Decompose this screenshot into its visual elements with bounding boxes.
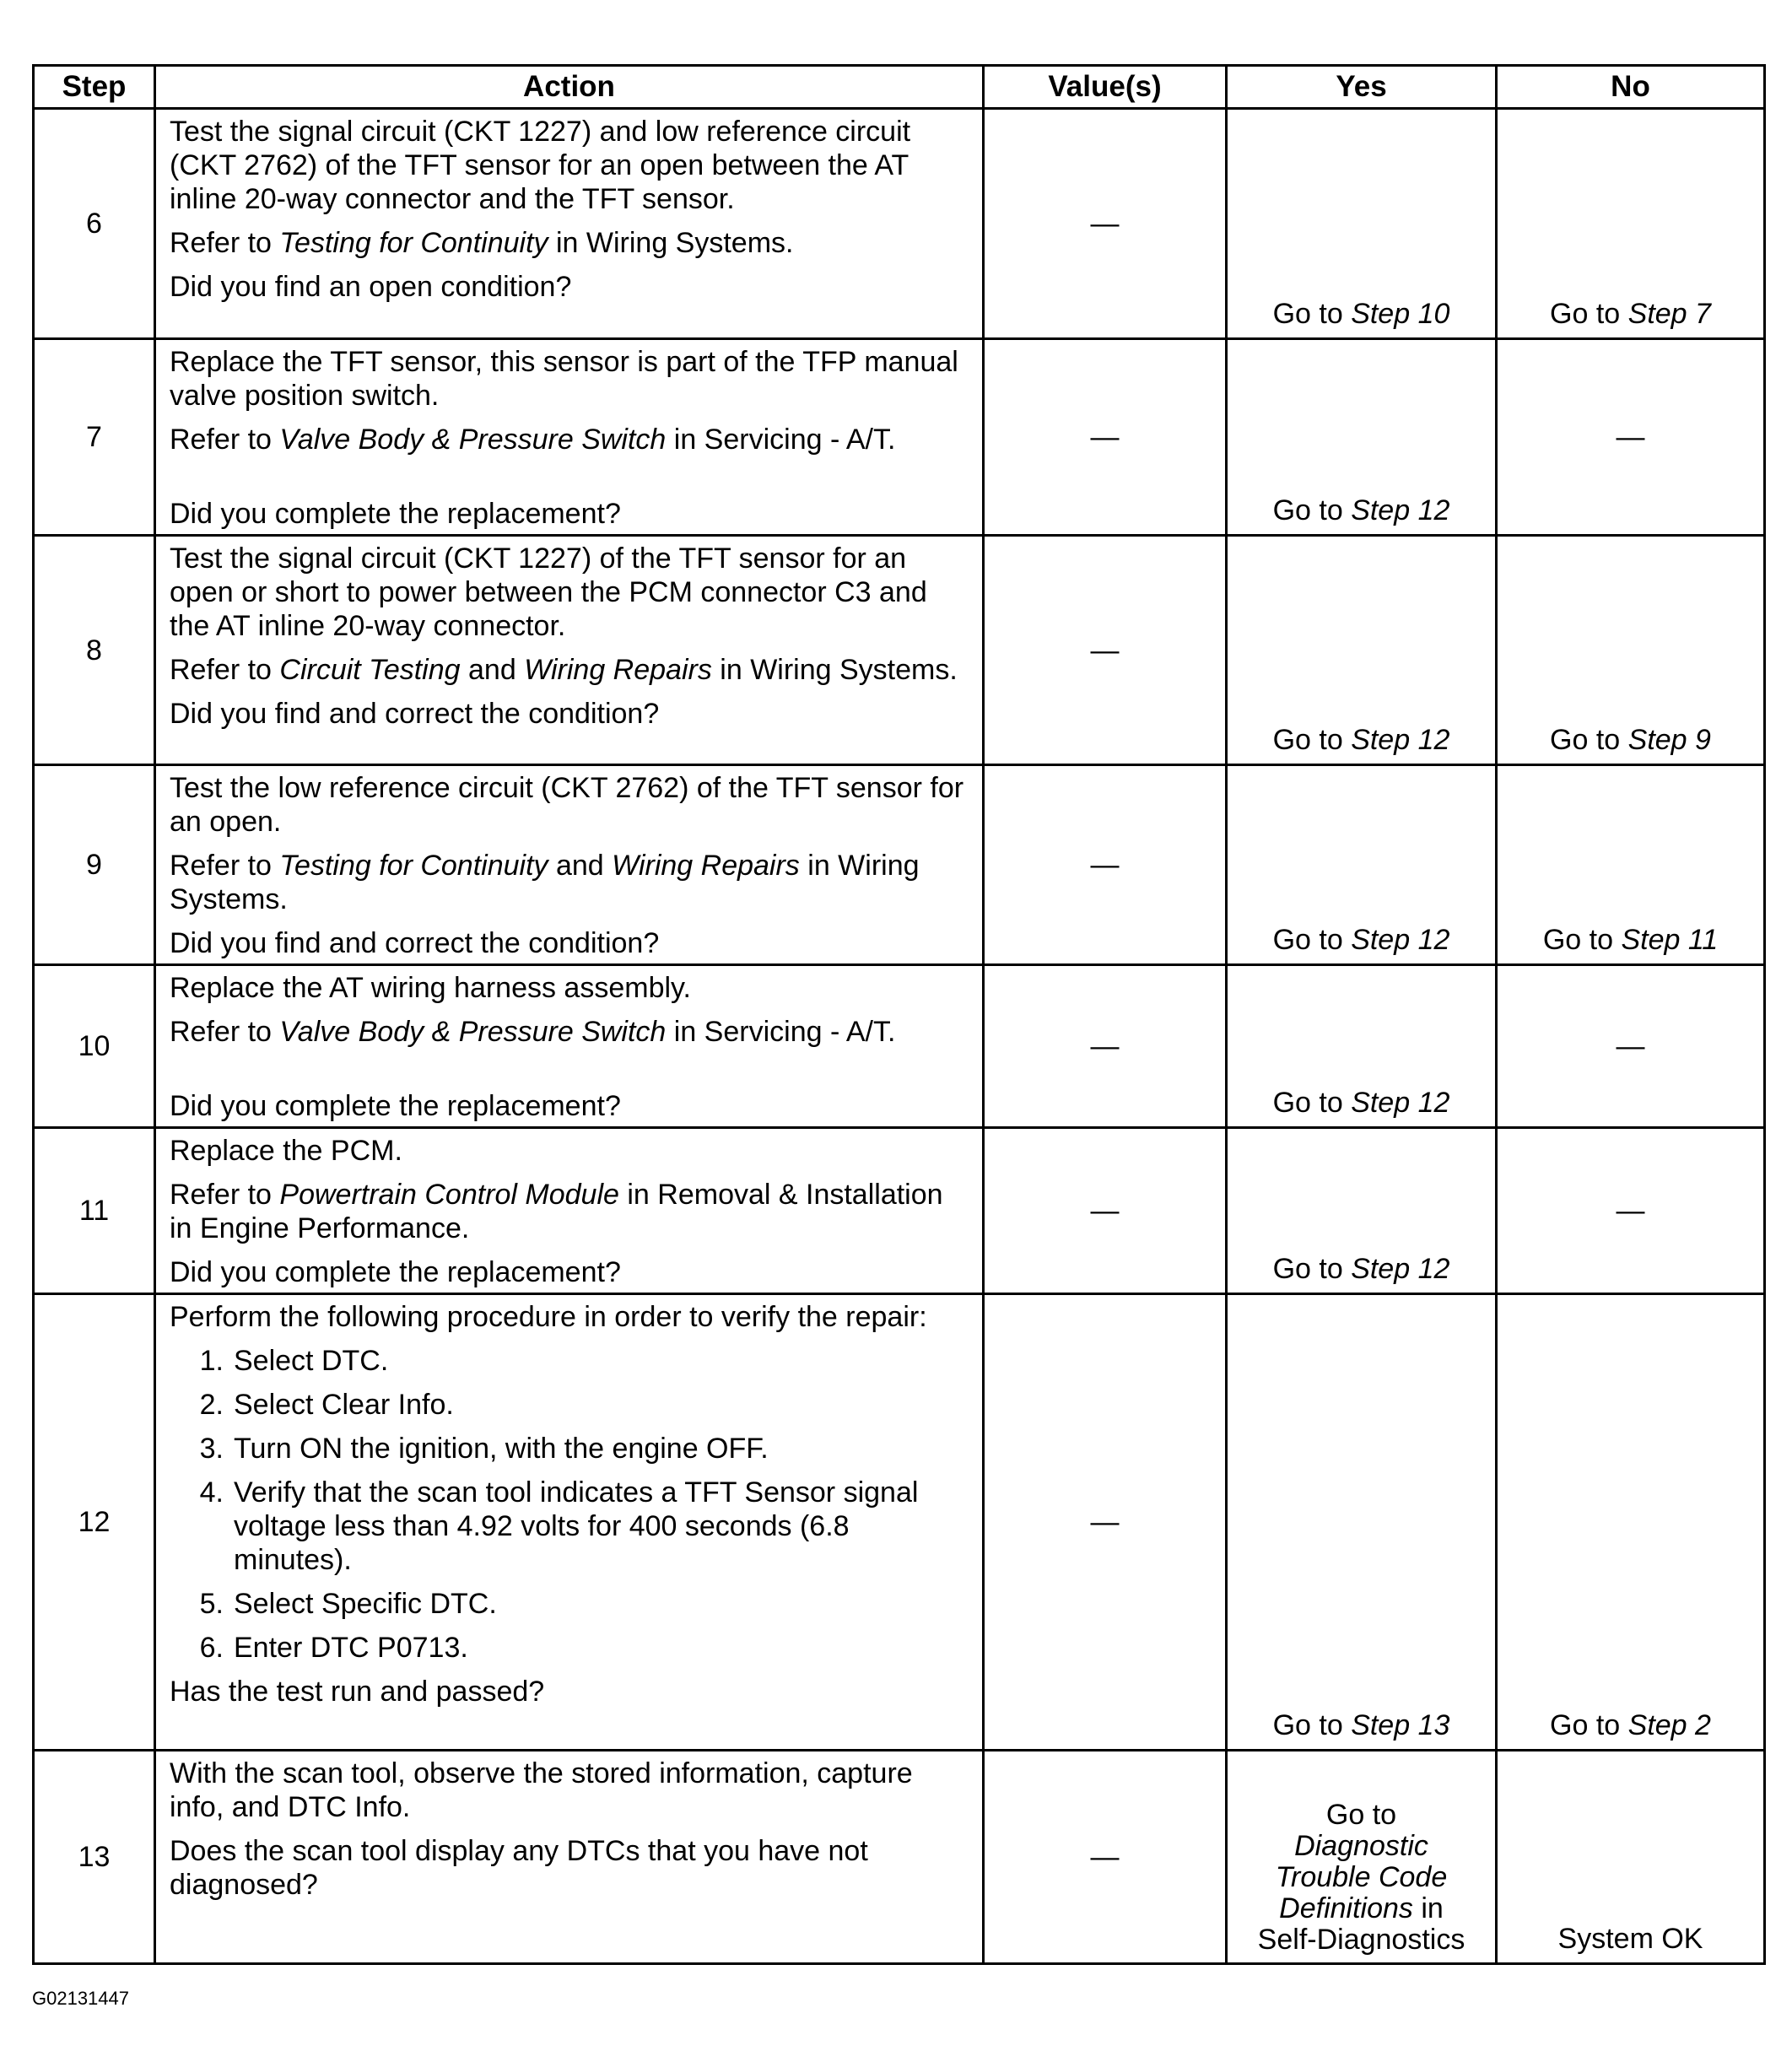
step-number: 9 — [34, 765, 155, 965]
action-text: Replace the AT wiring harness assembly. — [170, 972, 691, 1004]
question-text: Did you complete the replacement? — [170, 1256, 621, 1288]
header-no: No — [1497, 66, 1765, 109]
step-number: 12 — [34, 1294, 155, 1751]
question-text: Did you find an open condition? — [170, 271, 572, 303]
action-cell — [155, 536, 984, 765]
yes-cell: Go to Step 12 — [1227, 1128, 1497, 1294]
yes-cell: Go to Step 10 — [1227, 109, 1497, 339]
step-number: 8 — [34, 536, 155, 765]
reference-text: Refer to Valve Body & Pressure Switch in Servicing - A/T. — [170, 424, 896, 456]
reference-text: Refer to Testing for Continuity in Wiring Systems. — [170, 227, 794, 259]
value-cell: — — [984, 536, 1227, 765]
no-cell: Go to Step 9 — [1497, 536, 1765, 765]
list-item: 4. Verify that the scan tool indicates a TFT Sensor signal voltage less than 4.92 volts for 400 seconds (6.8 minutes). — [199, 1476, 919, 1576]
question-text: Did you complete the replacement? — [170, 1090, 621, 1122]
table-row — [34, 109, 1765, 339]
yes-cell: Go to Step 13 — [1227, 1294, 1497, 1751]
figure-id: G02131447 — [32, 1988, 129, 2009]
step-number: 6 — [34, 109, 155, 339]
table-row — [34, 1751, 1765, 1964]
action-cell — [155, 765, 984, 965]
yes-cell: Go to Diagnostic Trouble Code Definitions in Self-Diagnostics — [1227, 1751, 1497, 1964]
step-number: 13 — [34, 1751, 155, 1964]
no-cell: — — [1497, 339, 1765, 536]
table-row — [34, 536, 1765, 765]
value-cell: — — [984, 1751, 1227, 1964]
table-row — [34, 339, 1765, 536]
reference-text: Refer to Circuit Testing and Wiring Repairs in Wiring Systems. — [170, 654, 958, 686]
action-text: Perform the following procedure in order to verify the repair: — [170, 1301, 927, 1333]
no-cell: — — [1497, 1128, 1765, 1294]
reference-text: Refer to Powertrain Control Module in Removal & Installation in Engine Performance. — [170, 1179, 943, 1244]
value-cell: — — [984, 339, 1227, 536]
header-action: Action — [155, 66, 984, 109]
list-item: 6. Enter DTC P0713. — [199, 1632, 468, 1664]
no-cell: Go to Step 2 — [1497, 1294, 1765, 1751]
header-row — [34, 66, 1765, 109]
list-item: 3. Turn ON the ignition, with the engine OFF. — [199, 1433, 769, 1465]
list-item: 1. Select DTC. — [199, 1345, 389, 1377]
table-row — [34, 1294, 1765, 1751]
yes-cell: Go to Step 12 — [1227, 765, 1497, 965]
action-cell — [155, 1751, 984, 1964]
table-row — [34, 765, 1765, 965]
value-cell: — — [984, 765, 1227, 965]
action-text: With the scan tool, observe the stored information, capture info, and DTC Info. — [170, 1757, 913, 1823]
step-number: 11 — [34, 1128, 155, 1294]
action-cell — [155, 1128, 984, 1294]
reference-text: Refer to Valve Body & Pressure Switch in Servicing - A/T. — [170, 1016, 896, 1048]
action-text: Test the signal circuit (CKT 1227) of the TFT sensor for an open or short to power between the PCM connector C3 and the AT inline 20-way connector. — [170, 542, 927, 642]
yes-cell: Go to Step 12 — [1227, 536, 1497, 765]
question-text: Did you find and correct the condition? — [170, 698, 660, 730]
header-yes: Yes — [1227, 66, 1497, 109]
no-cell: Go to Step 7 — [1497, 109, 1765, 339]
value-cell: — — [984, 1128, 1227, 1294]
step-number: 7 — [34, 339, 155, 536]
table-row — [34, 965, 1765, 1128]
procedure-list — [170, 1344, 972, 1665]
action-cell — [155, 339, 984, 536]
value-cell: — — [984, 1294, 1227, 1751]
action-text: Test the low reference circuit (CKT 2762) of the TFT sensor for an open. — [170, 772, 964, 838]
list-item: 2. Select Clear Info. — [199, 1389, 454, 1421]
action-cell — [155, 965, 984, 1128]
yes-cell: Go to Step 12 — [1227, 339, 1497, 536]
list-item: 5. Select Specific DTC. — [199, 1588, 497, 1620]
no-cell: System OK — [1497, 1751, 1765, 1964]
header-step: Step — [34, 66, 155, 109]
value-cell: — — [984, 109, 1227, 339]
table-row — [34, 1128, 1765, 1294]
question-text: Did you complete the replacement? — [170, 498, 621, 530]
value-cell: — — [984, 965, 1227, 1128]
action-text: Test the signal circuit (CKT 1227) and low reference circuit (CKT 2762) of the TFT sensor for an open between the AT inline 20-way connector and the TFT sensor. — [170, 116, 911, 215]
yes-cell: Go to Step 12 — [1227, 965, 1497, 1128]
reference-text: Refer to Testing for Continuity and Wiring Repairs in Wiring Systems. — [170, 850, 920, 915]
question-text: Did you find and correct the condition? — [170, 927, 660, 959]
header-values: Value(s) — [984, 66, 1227, 109]
question-text: Does the scan tool display any DTCs that you have not diagnosed? — [170, 1835, 868, 1901]
action-cell — [155, 109, 984, 339]
action-text: Replace the TFT sensor, this sensor is part of the TFP manual valve position switch. — [170, 346, 958, 412]
diagnostic-table — [32, 64, 1766, 1965]
action-cell — [155, 1294, 984, 1751]
step-number: 10 — [34, 965, 155, 1128]
no-cell: — — [1497, 965, 1765, 1128]
question-text: Has the test run and passed? — [170, 1676, 545, 1708]
no-cell: Go to Step 11 — [1497, 765, 1765, 965]
action-text: Replace the PCM. — [170, 1135, 402, 1167]
